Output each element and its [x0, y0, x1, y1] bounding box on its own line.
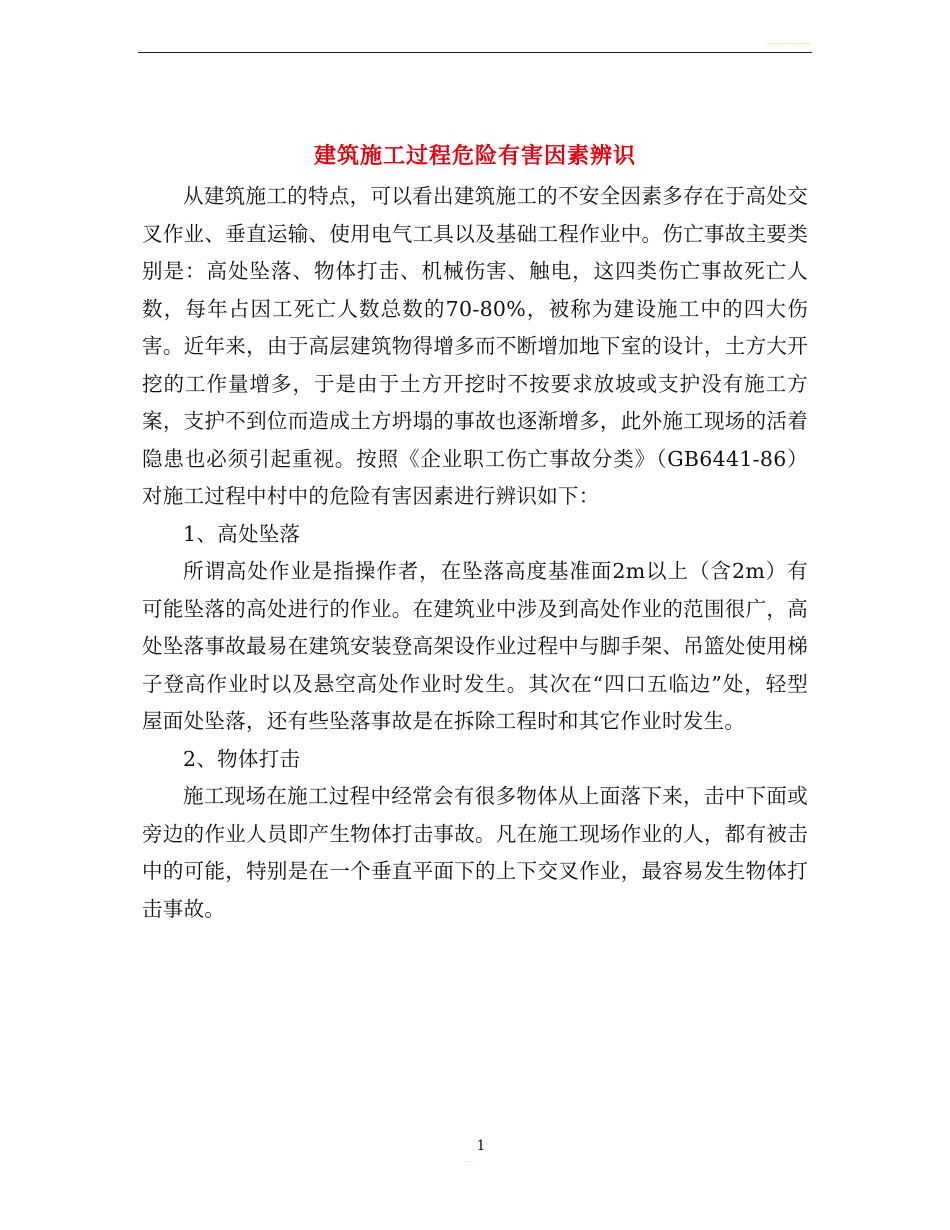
intro-paragraph: 从建筑施工的特点，可以看出建筑施工的不安全因素多存在于高处交叉作业、垂直运输、使用电气工具以及基础工程作业中。伤亡事故主要类别是：高处坠落、物体打击、机械伤害、触电，这四类伤亡事故死亡人数，每年占因工死亡人数总数的70-80%，被称为建设施工中的四大伤害。近年来，由于高层建筑物得增多而不断增加地下室的设计，土方大开挖的工作量增多，于是由于土方开挖时不按要求放坡或支护没有施工方案，支护不到位而造成土方坍塌的事故也逐渐增多，此外施工现场的活着隐患也必须引起重视。按照《企业职工伤亡事故分类》（GB6441-86）对施工过程中村中的危险有害因素进行辨识如下：: [142, 184, 808, 508]
document-body: [142, 178, 808, 928]
strike-paragraph: 施工现场在施工过程中经常会有很多物体从上面落下来，击中下面或旁边的作业人员即产生物体打击事故。凡在施工现场作业的人，都有被击中的可能，特别是在一个垂直平面下的上下交叉作业，最容易发生物体打击事故。: [142, 784, 808, 921]
footer-watermark: ……: [463, 1158, 473, 1164]
page-number: 1: [476, 1138, 486, 1154]
section-heading-strike: 2、物体打击: [183, 746, 301, 771]
document-title: 建筑施工过程危险有害因素辨识: [313, 144, 636, 169]
header-rule: [138, 52, 812, 53]
fall-paragraph: 所谓高处作业是指操作者，在坠落高度基准面2m以上（含2m）有可能坠落的高处进行的作业。在建筑业中涉及到高处作业的范围很广，高处坠落事故最易在建筑安装登高架设作业过程中与脚手架、吊篮处使用梯子登高作业时以及悬空高处作业时发生。其次在“四口五临边”处，轻型屋面处坠落，还有些坠落事故是在拆除工程时和其它作业时发生。: [142, 559, 808, 733]
header-watermark: ………………: [765, 38, 810, 46]
section-heading-fall: 1、高处坠落: [183, 521, 301, 546]
